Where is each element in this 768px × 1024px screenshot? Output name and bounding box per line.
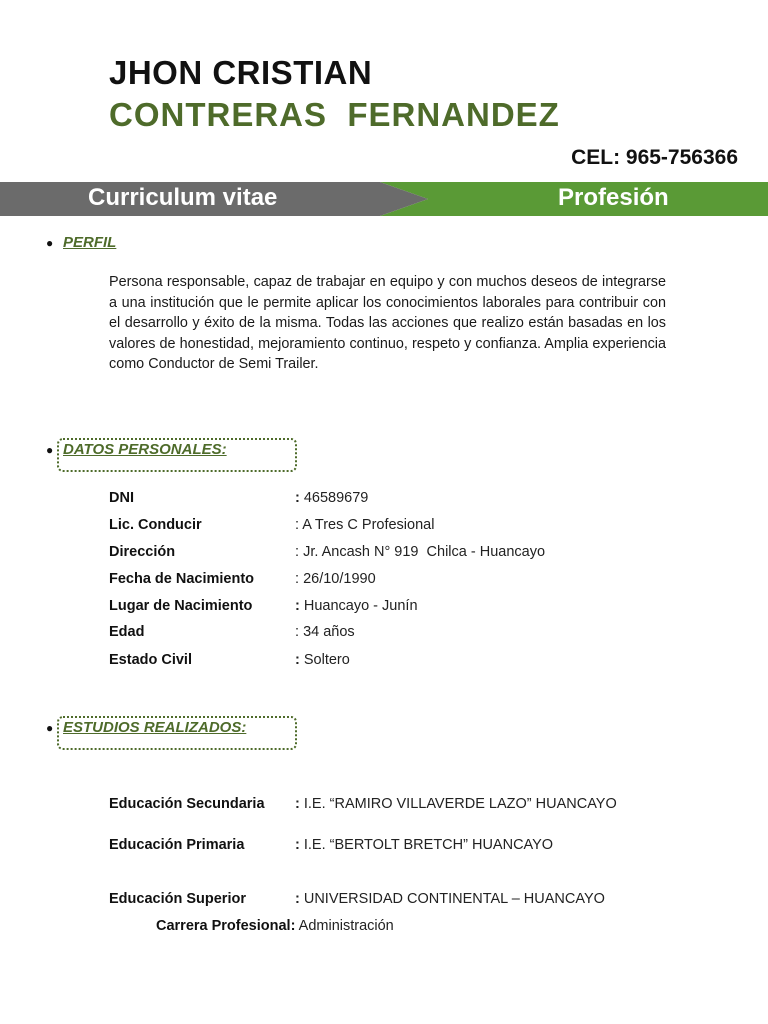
section-title-estudios: ESTUDIOS REALIZADOS: [63,719,247,736]
row-value: Huancayo - Junín [303,598,418,614]
banner-left-text: Curriculum vitae [88,184,278,211]
row-label: Lugar de Nacimiento [109,598,253,614]
title-banner [0,182,768,216]
estudios-row-carrera [156,918,394,934]
row-value: I.E. “BERTOLT BRETCH” HUANCAYO [303,837,554,853]
row-label: Edad [109,624,145,640]
bullet-icon: ● [46,236,54,250]
perfil-text: Persona responsable, capaz de trabajar en equipo y con muchos deseos de integrarse a una institución que le permite aplicar los conocimientos laborales para contribuir con el desarrollo y éxito de la misma. Todas las acciones que realizo están basadas en los valores de honestidad, mejoramiento continuo, respeto y confianza. Amplia experiencia como Conductor de Semi Trailer. [109,274,666,373]
row-label: DNI [109,490,134,506]
row-label: Educación Primaria [109,837,245,853]
name-line-1: JHON CRISTIAN [109,54,373,91]
row-value: UNIVERSIDAD CONTINENTAL – HUANCAYO [303,891,605,907]
section-title-perfil: PERFIL [63,234,117,251]
row-value: A Tres C Profesional [302,517,435,533]
phone-number: CEL: 965-756366 [571,146,738,169]
row-label: Dirección [109,544,176,560]
row-value: Soltero [303,652,350,668]
banner-right-text: Profesión [558,184,669,211]
row-label: Fecha de Nacimiento [109,571,255,587]
bullet-icon: ● [46,443,54,457]
row-label: Educación Superior [109,891,246,907]
name-line-2: CONTRERAS FERNANDEZ [109,96,560,133]
row-label: Educación Secundaria [109,796,265,812]
row-value: I.E. “RAMIRO VILLAVERDE LAZO” HUANCAYO [303,796,617,812]
career-label: Carrera Profesional: [156,918,296,934]
section-title-datos: DATOS PERSONALES: [63,441,227,458]
row-value: 26/10/1990 [303,571,376,587]
bullet-icon: ● [46,721,54,735]
row-value: 46589679 [303,490,369,506]
row-value: Jr. Ancash N° 919 Chilca - Huancayo [303,544,546,560]
career-value: Administración [298,918,394,934]
row-label: Estado Civil [109,652,192,668]
row-value: 34 años [303,624,355,640]
row-label: Lic. Conducir [109,517,202,533]
